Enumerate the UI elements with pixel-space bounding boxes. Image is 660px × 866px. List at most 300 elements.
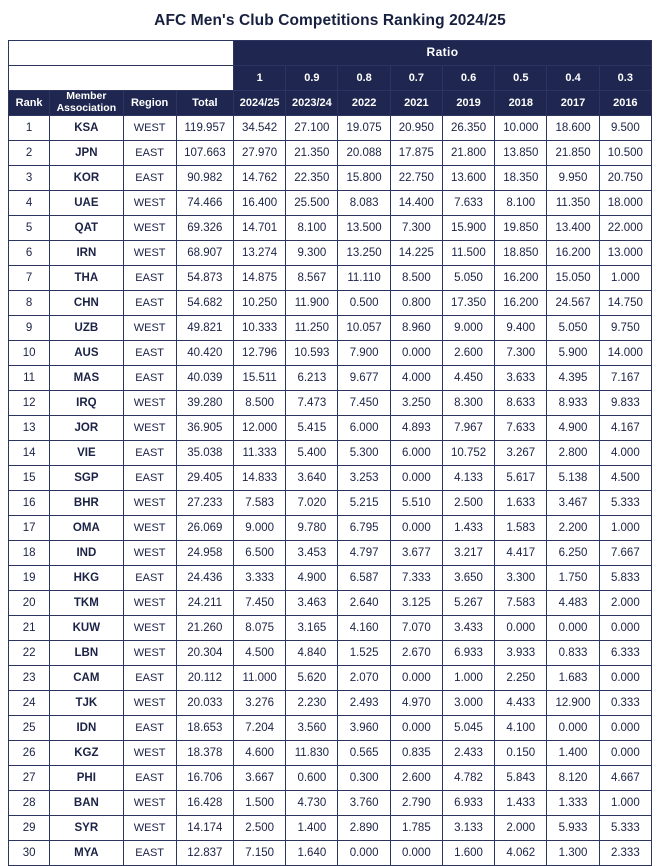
cell-2021: 3.250 [390, 391, 442, 416]
cell-rank: 15 [9, 466, 50, 491]
cell-2021: 14.225 [390, 241, 442, 266]
cell-total: 26.069 [176, 516, 233, 541]
cell-2017: 16.200 [547, 241, 599, 266]
cell-2023-24: 0.600 [286, 766, 338, 791]
table-row [9, 141, 652, 166]
cell-2023-24: 11.830 [286, 741, 338, 766]
cell-total: 14.174 [176, 816, 233, 841]
cell-2023-24: 1.640 [286, 841, 338, 866]
cell-2022: 2.640 [338, 591, 390, 616]
cell-2017: 1.400 [547, 741, 599, 766]
column-header-2023-24: 2023/24 [286, 91, 338, 116]
cell-rank: 26 [9, 741, 50, 766]
cell-2024-25: 9.000 [234, 516, 286, 541]
cell-2017: 11.350 [547, 191, 599, 216]
cell-2018: 13.850 [495, 141, 547, 166]
cell-member-association: BAN [50, 791, 123, 816]
cell-2016: 4.667 [599, 766, 651, 791]
cell-2019: 2.433 [442, 741, 494, 766]
cell-2023-24: 8.567 [286, 266, 338, 291]
cell-2016: 14.000 [599, 341, 651, 366]
cell-member-association: AUS [50, 341, 123, 366]
cell-2018: 1.633 [495, 491, 547, 516]
cell-2023-24: 3.165 [286, 616, 338, 641]
cell-2017: 12.900 [547, 691, 599, 716]
cell-member-association: IRN [50, 241, 123, 266]
table-row [9, 491, 652, 516]
column-header-2018: 2018 [495, 91, 547, 116]
cell-2024-25: 14.762 [234, 166, 286, 191]
cell-2019: 5.267 [442, 591, 494, 616]
cell-2016: 0.000 [599, 616, 651, 641]
cell-member-association: LBN [50, 641, 123, 666]
cell-total: 40.420 [176, 341, 233, 366]
cell-2021: 7.070 [390, 616, 442, 641]
cell-2019: 4.450 [442, 366, 494, 391]
cell-member-association: SYR [50, 816, 123, 841]
cell-2021: 14.400 [390, 191, 442, 216]
cell-region: WEST [123, 316, 176, 341]
column-header-2022: 2022 [338, 91, 390, 116]
cell-2018: 3.267 [495, 441, 547, 466]
column-header-2024-25: 2024/25 [234, 91, 286, 116]
cell-2016: 9.750 [599, 316, 651, 341]
cell-rank: 30 [9, 841, 50, 866]
cell-2017: 5.138 [547, 466, 599, 491]
cell-rank: 20 [9, 591, 50, 616]
cell-2024-25: 8.500 [234, 391, 286, 416]
cell-rank: 12 [9, 391, 50, 416]
cell-rank: 7 [9, 266, 50, 291]
cell-total: 69.326 [176, 216, 233, 241]
cell-region: EAST [123, 716, 176, 741]
cell-2022: 19.075 [338, 116, 390, 141]
cell-2019: 3.217 [442, 541, 494, 566]
cell-2019: 9.000 [442, 316, 494, 341]
cell-region: WEST [123, 791, 176, 816]
cell-total: 107.663 [176, 141, 233, 166]
cell-2021: 22.750 [390, 166, 442, 191]
cell-2018: 3.633 [495, 366, 547, 391]
cell-2021: 5.510 [390, 491, 442, 516]
column-header-region: Region [123, 91, 176, 116]
cell-region: WEST [123, 191, 176, 216]
cell-2016: 9.833 [599, 391, 651, 416]
table-row [9, 366, 652, 391]
cell-2023-24: 11.900 [286, 291, 338, 316]
cell-2016: 20.750 [599, 166, 651, 191]
header-row-columns [9, 91, 652, 116]
cell-member-association: KUW [50, 616, 123, 641]
cell-2019: 26.350 [442, 116, 494, 141]
cell-rank: 24 [9, 691, 50, 716]
column-header-2017: 2017 [547, 91, 599, 116]
cell-2024-25: 7.204 [234, 716, 286, 741]
cell-2021: 17.875 [390, 141, 442, 166]
cell-2021: 7.333 [390, 566, 442, 591]
cell-2022: 6.000 [338, 416, 390, 441]
cell-rank: 2 [9, 141, 50, 166]
table-row [9, 641, 652, 666]
cell-2022: 2.890 [338, 816, 390, 841]
cell-2016: 7.167 [599, 366, 651, 391]
cell-2017: 5.900 [547, 341, 599, 366]
cell-total: 49.821 [176, 316, 233, 341]
cell-rank: 13 [9, 416, 50, 441]
cell-rank: 14 [9, 441, 50, 466]
ratio-value-3: 0.8 [338, 66, 390, 91]
cell-2022: 7.450 [338, 391, 390, 416]
cell-2018: 18.350 [495, 166, 547, 191]
cell-region: EAST [123, 341, 176, 366]
cell-2021: 2.790 [390, 791, 442, 816]
cell-2016: 4.500 [599, 466, 651, 491]
cell-region: WEST [123, 116, 176, 141]
ratio-value-6: 0.5 [495, 66, 547, 91]
cell-2019: 13.600 [442, 166, 494, 191]
column-header-member-association: Member Association [50, 91, 123, 116]
cell-rank: 11 [9, 366, 50, 391]
cell-2018: 0.150 [495, 741, 547, 766]
cell-2023-24: 5.415 [286, 416, 338, 441]
cell-rank: 19 [9, 566, 50, 591]
cell-2021: 8.960 [390, 316, 442, 341]
cell-2024-25: 14.875 [234, 266, 286, 291]
cell-2023-24: 22.350 [286, 166, 338, 191]
cell-2016: 4.167 [599, 416, 651, 441]
cell-2017: 0.000 [547, 616, 599, 641]
cell-rank: 29 [9, 816, 50, 841]
cell-2017: 9.950 [547, 166, 599, 191]
cell-2019: 1.000 [442, 666, 494, 691]
cell-2018: 4.433 [495, 691, 547, 716]
cell-2022: 15.800 [338, 166, 390, 191]
table-row [9, 816, 652, 841]
ratio-value-4: 0.7 [390, 66, 442, 91]
cell-2017: 2.200 [547, 516, 599, 541]
ratio-value-7: 0.4 [547, 66, 599, 91]
cell-2016: 0.333 [599, 691, 651, 716]
cell-total: 29.405 [176, 466, 233, 491]
cell-2022: 9.677 [338, 366, 390, 391]
cell-2023-24: 7.020 [286, 491, 338, 516]
cell-2018: 16.200 [495, 291, 547, 316]
cell-2019: 6.933 [442, 791, 494, 816]
cell-2023-24: 3.463 [286, 591, 338, 616]
cell-region: EAST [123, 666, 176, 691]
cell-member-association: MAS [50, 366, 123, 391]
cell-member-association: UAE [50, 191, 123, 216]
cell-2016: 0.000 [599, 716, 651, 741]
cell-2022: 6.587 [338, 566, 390, 591]
cell-total: 18.378 [176, 741, 233, 766]
cell-member-association: JOR [50, 416, 123, 441]
table-row [9, 516, 652, 541]
cell-total: 12.837 [176, 841, 233, 866]
cell-rank: 28 [9, 791, 50, 816]
cell-member-association: IRQ [50, 391, 123, 416]
cell-2016: 18.000 [599, 191, 651, 216]
cell-member-association: THA [50, 266, 123, 291]
cell-2022: 10.057 [338, 316, 390, 341]
cell-2018: 5.843 [495, 766, 547, 791]
cell-2016: 5.833 [599, 566, 651, 591]
cell-region: EAST [123, 466, 176, 491]
table-row [9, 741, 652, 766]
table-row [9, 716, 652, 741]
cell-2016: 5.333 [599, 816, 651, 841]
cell-2018: 5.617 [495, 466, 547, 491]
cell-2019: 21.800 [442, 141, 494, 166]
cell-2024-25: 4.600 [234, 741, 286, 766]
cell-2023-24: 5.400 [286, 441, 338, 466]
cell-rank: 5 [9, 216, 50, 241]
cell-2024-25: 11.000 [234, 666, 286, 691]
cell-2019: 15.900 [442, 216, 494, 241]
ratio-value-5: 0.6 [442, 66, 494, 91]
column-header-2021: 2021 [390, 91, 442, 116]
cell-2022: 7.900 [338, 341, 390, 366]
cell-rank: 4 [9, 191, 50, 216]
cell-2016: 6.333 [599, 641, 651, 666]
cell-member-association: SGP [50, 466, 123, 491]
cell-2017: 1.300 [547, 841, 599, 866]
cell-2021: 3.125 [390, 591, 442, 616]
cell-2024-25: 12.000 [234, 416, 286, 441]
cell-2023-24: 27.100 [286, 116, 338, 141]
table-row [9, 116, 652, 141]
header-row-ratio-values [9, 66, 652, 91]
cell-region: WEST [123, 541, 176, 566]
cell-rank: 21 [9, 616, 50, 641]
cell-2018: 19.850 [495, 216, 547, 241]
cell-2024-25: 10.333 [234, 316, 286, 341]
cell-region: WEST [123, 391, 176, 416]
cell-2022: 3.760 [338, 791, 390, 816]
cell-region: EAST [123, 266, 176, 291]
cell-2017: 6.250 [547, 541, 599, 566]
cell-2018: 7.583 [495, 591, 547, 616]
cell-2021: 0.000 [390, 841, 442, 866]
cell-2019: 5.045 [442, 716, 494, 741]
cell-2022: 4.797 [338, 541, 390, 566]
header-row-ratio [9, 41, 652, 66]
cell-2019: 2.600 [442, 341, 494, 366]
cell-2016: 1.000 [599, 791, 651, 816]
table-row [9, 541, 652, 566]
cell-2016: 2.333 [599, 841, 651, 866]
header-spacer-2 [9, 66, 234, 91]
table-row [9, 666, 652, 691]
cell-2019: 7.633 [442, 191, 494, 216]
table-body [9, 116, 652, 866]
cell-2022: 2.070 [338, 666, 390, 691]
cell-2022: 0.300 [338, 766, 390, 791]
table-row [9, 766, 652, 791]
cell-total: 24.211 [176, 591, 233, 616]
cell-total: 119.957 [176, 116, 233, 141]
cell-region: WEST [123, 816, 176, 841]
cell-region: WEST [123, 641, 176, 666]
cell-2024-25: 3.667 [234, 766, 286, 791]
cell-rank: 10 [9, 341, 50, 366]
cell-total: 18.653 [176, 716, 233, 741]
cell-2018: 4.062 [495, 841, 547, 866]
cell-2022: 5.215 [338, 491, 390, 516]
cell-2024-25: 14.833 [234, 466, 286, 491]
cell-2019: 17.350 [442, 291, 494, 316]
cell-2019: 3.000 [442, 691, 494, 716]
cell-2022: 2.493 [338, 691, 390, 716]
cell-2017: 15.050 [547, 266, 599, 291]
table-row [9, 591, 652, 616]
cell-2019: 1.600 [442, 841, 494, 866]
cell-region: WEST [123, 241, 176, 266]
ratio-value-1: 1 [234, 66, 286, 91]
cell-member-association: CAM [50, 666, 123, 691]
cell-2016: 1.000 [599, 516, 651, 541]
cell-2018: 1.583 [495, 516, 547, 541]
cell-2017: 0.833 [547, 641, 599, 666]
cell-2022: 0.565 [338, 741, 390, 766]
cell-2016: 1.000 [599, 266, 651, 291]
cell-2018: 16.200 [495, 266, 547, 291]
cell-region: WEST [123, 741, 176, 766]
cell-2019: 11.500 [442, 241, 494, 266]
cell-region: EAST [123, 766, 176, 791]
cell-2016: 0.000 [599, 741, 651, 766]
cell-2017: 0.000 [547, 716, 599, 741]
cell-rank: 25 [9, 716, 50, 741]
cell-2021: 20.950 [390, 116, 442, 141]
cell-2018: 2.000 [495, 816, 547, 841]
table-row [9, 566, 652, 591]
cell-2019: 10.752 [442, 441, 494, 466]
cell-2023-24: 8.100 [286, 216, 338, 241]
cell-total: 27.233 [176, 491, 233, 516]
cell-2016: 4.000 [599, 441, 651, 466]
cell-2024-25: 13.274 [234, 241, 286, 266]
cell-2023-24: 4.840 [286, 641, 338, 666]
cell-2021: 0.000 [390, 666, 442, 691]
cell-2022: 13.500 [338, 216, 390, 241]
cell-member-association: KGZ [50, 741, 123, 766]
cell-2018: 3.933 [495, 641, 547, 666]
cell-2021: 0.000 [390, 466, 442, 491]
cell-2018: 9.400 [495, 316, 547, 341]
table-row [9, 691, 652, 716]
cell-2019: 1.433 [442, 516, 494, 541]
cell-2018: 8.633 [495, 391, 547, 416]
cell-2016: 7.667 [599, 541, 651, 566]
cell-rank: 1 [9, 116, 50, 141]
header-spacer [9, 41, 234, 66]
cell-2023-24: 9.780 [286, 516, 338, 541]
cell-region: WEST [123, 691, 176, 716]
cell-total: 54.873 [176, 266, 233, 291]
cell-2019: 5.050 [442, 266, 494, 291]
cell-2017: 1.333 [547, 791, 599, 816]
cell-2022: 0.500 [338, 291, 390, 316]
cell-2023-24: 1.400 [286, 816, 338, 841]
cell-2022: 1.525 [338, 641, 390, 666]
cell-2017: 3.467 [547, 491, 599, 516]
cell-2021: 0.000 [390, 716, 442, 741]
cell-total: 74.466 [176, 191, 233, 216]
cell-2019: 3.133 [442, 816, 494, 841]
table-row [9, 166, 652, 191]
column-header-2019: 2019 [442, 91, 494, 116]
cell-2017: 13.400 [547, 216, 599, 241]
cell-2019: 2.500 [442, 491, 494, 516]
cell-2022: 20.088 [338, 141, 390, 166]
cell-2018: 0.000 [495, 616, 547, 641]
cell-2023-24: 9.300 [286, 241, 338, 266]
cell-2023-24: 21.350 [286, 141, 338, 166]
cell-2024-25: 6.500 [234, 541, 286, 566]
cell-member-association: IND [50, 541, 123, 566]
table-row [9, 266, 652, 291]
cell-member-association: OMA [50, 516, 123, 541]
cell-2018: 3.300 [495, 566, 547, 591]
cell-2017: 24.567 [547, 291, 599, 316]
cell-2022: 13.250 [338, 241, 390, 266]
cell-2017: 8.933 [547, 391, 599, 416]
cell-2021: 7.300 [390, 216, 442, 241]
cell-region: EAST [123, 441, 176, 466]
ratio-header: Ratio [234, 41, 652, 66]
cell-rank: 8 [9, 291, 50, 316]
cell-region: EAST [123, 366, 176, 391]
cell-2019: 3.650 [442, 566, 494, 591]
cell-2017: 1.683 [547, 666, 599, 691]
cell-region: WEST [123, 591, 176, 616]
cell-region: WEST [123, 416, 176, 441]
cell-2017: 5.933 [547, 816, 599, 841]
cell-2024-25: 14.701 [234, 216, 286, 241]
table-row [9, 391, 652, 416]
cell-2018: 1.433 [495, 791, 547, 816]
cell-member-association: MYA [50, 841, 123, 866]
cell-2024-25: 34.542 [234, 116, 286, 141]
column-header-rank: Rank [9, 91, 50, 116]
cell-2018: 7.300 [495, 341, 547, 366]
cell-2024-25: 4.500 [234, 641, 286, 666]
cell-2021: 3.677 [390, 541, 442, 566]
cell-2022: 3.253 [338, 466, 390, 491]
cell-2016: 14.750 [599, 291, 651, 316]
cell-2017: 2.800 [547, 441, 599, 466]
cell-2021: 2.670 [390, 641, 442, 666]
cell-2019: 7.967 [442, 416, 494, 441]
cell-2016: 0.000 [599, 666, 651, 691]
cell-rank: 9 [9, 316, 50, 341]
cell-2024-25: 3.333 [234, 566, 286, 591]
cell-2021: 2.600 [390, 766, 442, 791]
cell-2016: 5.333 [599, 491, 651, 516]
cell-2024-25: 27.970 [234, 141, 286, 166]
cell-member-association: BHR [50, 491, 123, 516]
table-row [9, 841, 652, 866]
cell-rank: 17 [9, 516, 50, 541]
cell-2016: 9.500 [599, 116, 651, 141]
cell-rank: 18 [9, 541, 50, 566]
cell-total: 36.905 [176, 416, 233, 441]
cell-total: 39.280 [176, 391, 233, 416]
table-row [9, 291, 652, 316]
cell-2024-25: 10.250 [234, 291, 286, 316]
cell-2024-25: 3.276 [234, 691, 286, 716]
